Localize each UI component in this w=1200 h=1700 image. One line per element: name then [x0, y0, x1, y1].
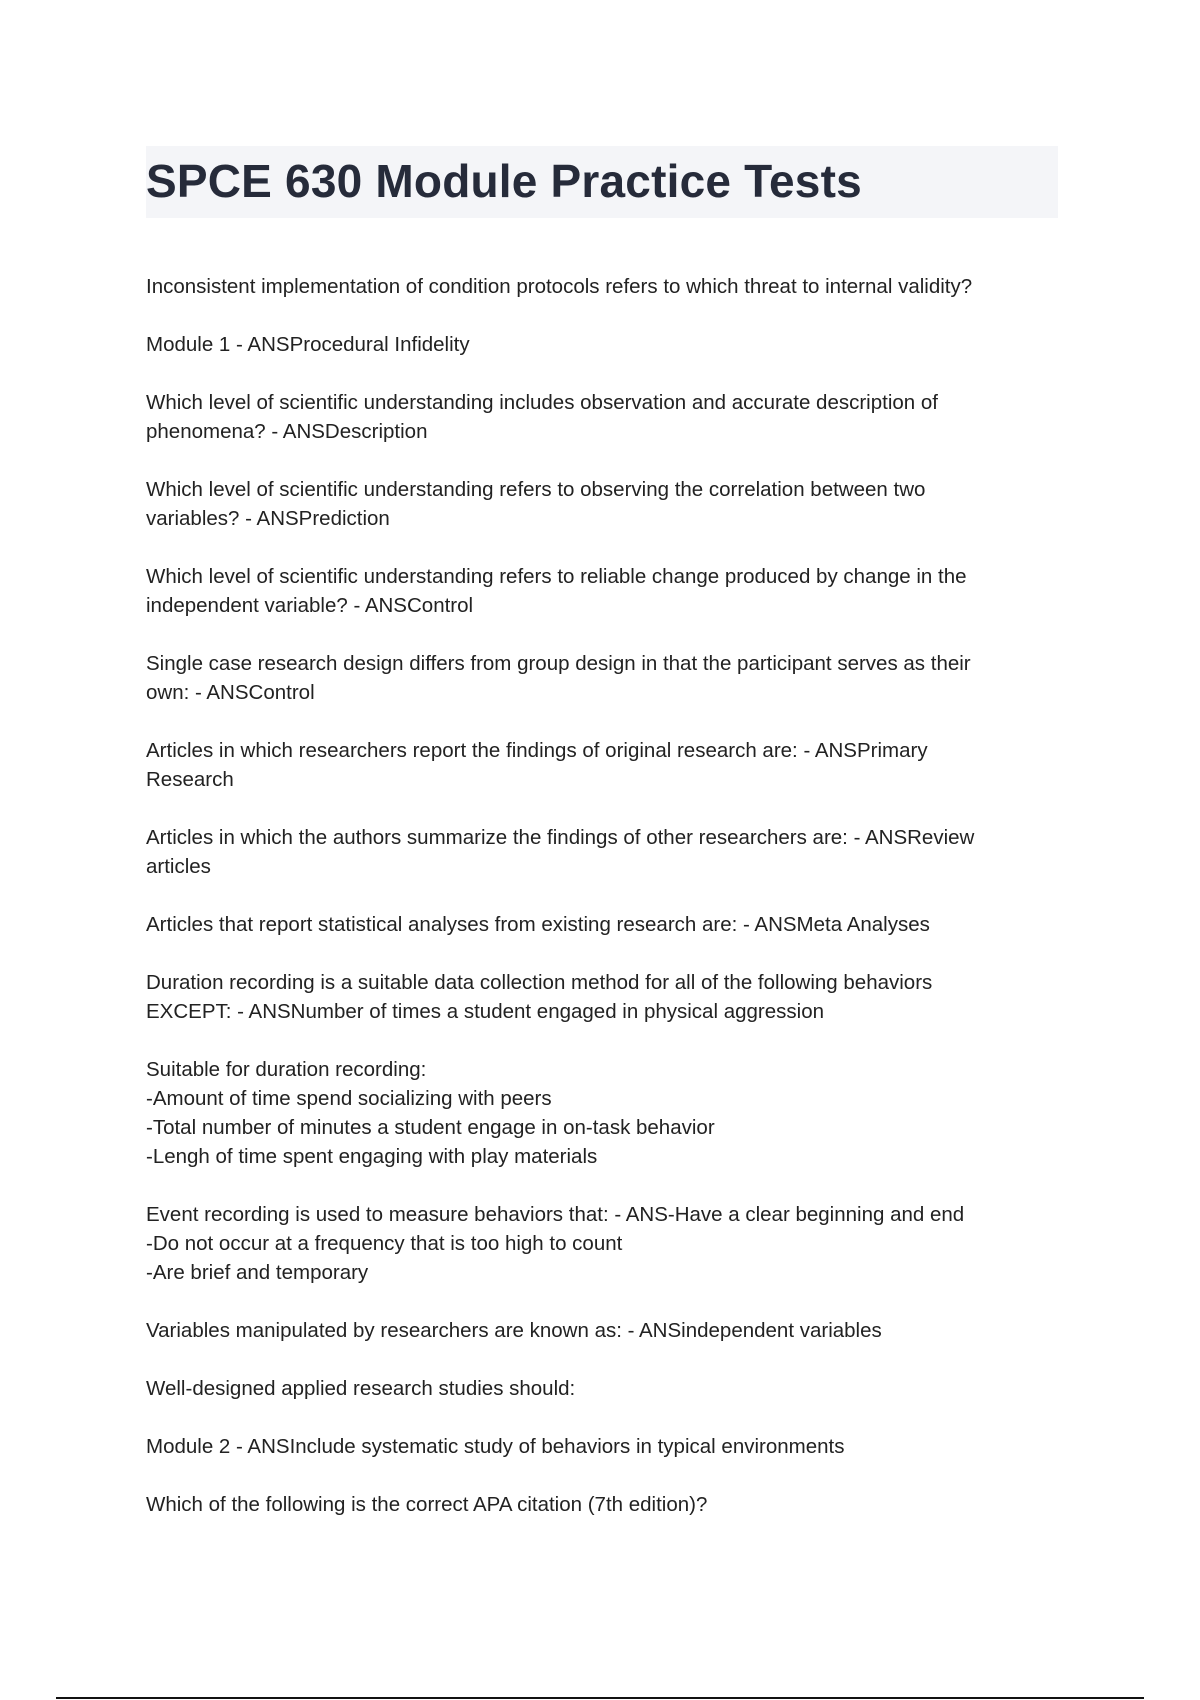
qa-paragraph	[146, 1490, 1058, 1519]
text-line: Duration recording is a suitable data collection method for all of the following behaviors	[146, 971, 933, 994]
qa-paragraph	[146, 1374, 1058, 1403]
text-line: Event recording is used to measure behaviors that: - ANS-Have a clear beginning and end	[146, 1203, 965, 1226]
text-line: -Total number of minutes a student engage in on-task behavior	[146, 1116, 715, 1139]
text-line: Variables manipulated by researchers are known as: - ANSindependent variables	[146, 1319, 882, 1342]
text-line: Suitable for duration recording:	[146, 1058, 427, 1081]
text-line: -Are brief and temporary	[146, 1261, 369, 1284]
qa-paragraph	[146, 562, 1058, 620]
text-line: phenomena? - ANSDescription	[146, 420, 428, 443]
text-line: independent variable? - ANSControl	[146, 594, 474, 617]
text-line: -Do not occur at a frequency that is too high to count	[146, 1232, 623, 1255]
text-line: Articles in which the authors summarize the findings of other researchers are: - ANSReview	[146, 826, 975, 849]
text-line: Inconsistent implementation of condition protocols refers to which threat to internal validity?	[146, 275, 973, 298]
qa-paragraph	[146, 736, 1058, 794]
text-line: Module 1 - ANSProcedural Infidelity	[146, 333, 470, 356]
qa-content	[146, 272, 1058, 1548]
text-line: Articles that report statistical analyses from existing research are: - ANSMeta Analyses	[146, 913, 930, 936]
qa-paragraph	[146, 649, 1058, 707]
qa-paragraph	[146, 910, 1058, 939]
document-title: SPCE 630 Module Practice Tests	[146, 155, 862, 207]
qa-paragraph	[146, 1432, 1058, 1461]
text-line: EXCEPT: - ANSNumber of times a student engaged in physical aggression	[146, 1000, 824, 1023]
text-line: Well-designed applied research studies should:	[146, 1377, 576, 1400]
text-line: Module 2 - ANSInclude systematic study of behaviors in typical environments	[146, 1435, 845, 1458]
qa-paragraph	[146, 330, 1058, 359]
qa-paragraph	[146, 1055, 1058, 1171]
qa-paragraph	[146, 823, 1058, 881]
text-line: -Amount of time spend socializing with peers	[146, 1087, 552, 1110]
text-line: Which level of scientific understanding includes observation and accurate description of	[146, 391, 938, 414]
text-line: Research	[146, 768, 234, 791]
text-line: Which of the following is the correct APA citation (7th edition)?	[146, 1493, 708, 1516]
qa-paragraph	[146, 968, 1058, 1026]
text-line: own: - ANSControl	[146, 681, 315, 704]
title-banner	[146, 146, 1058, 218]
qa-paragraph	[146, 388, 1058, 446]
qa-paragraph	[146, 1316, 1058, 1345]
text-line: Articles in which researchers report the findings of original research are: - ANSPrimary	[146, 739, 928, 762]
text-line: articles	[146, 855, 211, 878]
text-line: Which level of scientific understanding refers to reliable change produced by change in the	[146, 565, 967, 588]
text-line: Single case research design differs from group design in that the participant serves as their	[146, 652, 971, 675]
text-line: Which level of scientific understanding refers to observing the correlation between two	[146, 478, 926, 501]
qa-paragraph	[146, 272, 1058, 301]
footer-divider	[56, 1697, 1144, 1699]
text-line: variables? - ANSPrediction	[146, 507, 390, 530]
qa-paragraph	[146, 1200, 1058, 1287]
text-line: -Lengh of time spent engaging with play materials	[146, 1145, 598, 1168]
qa-paragraph	[146, 475, 1058, 533]
